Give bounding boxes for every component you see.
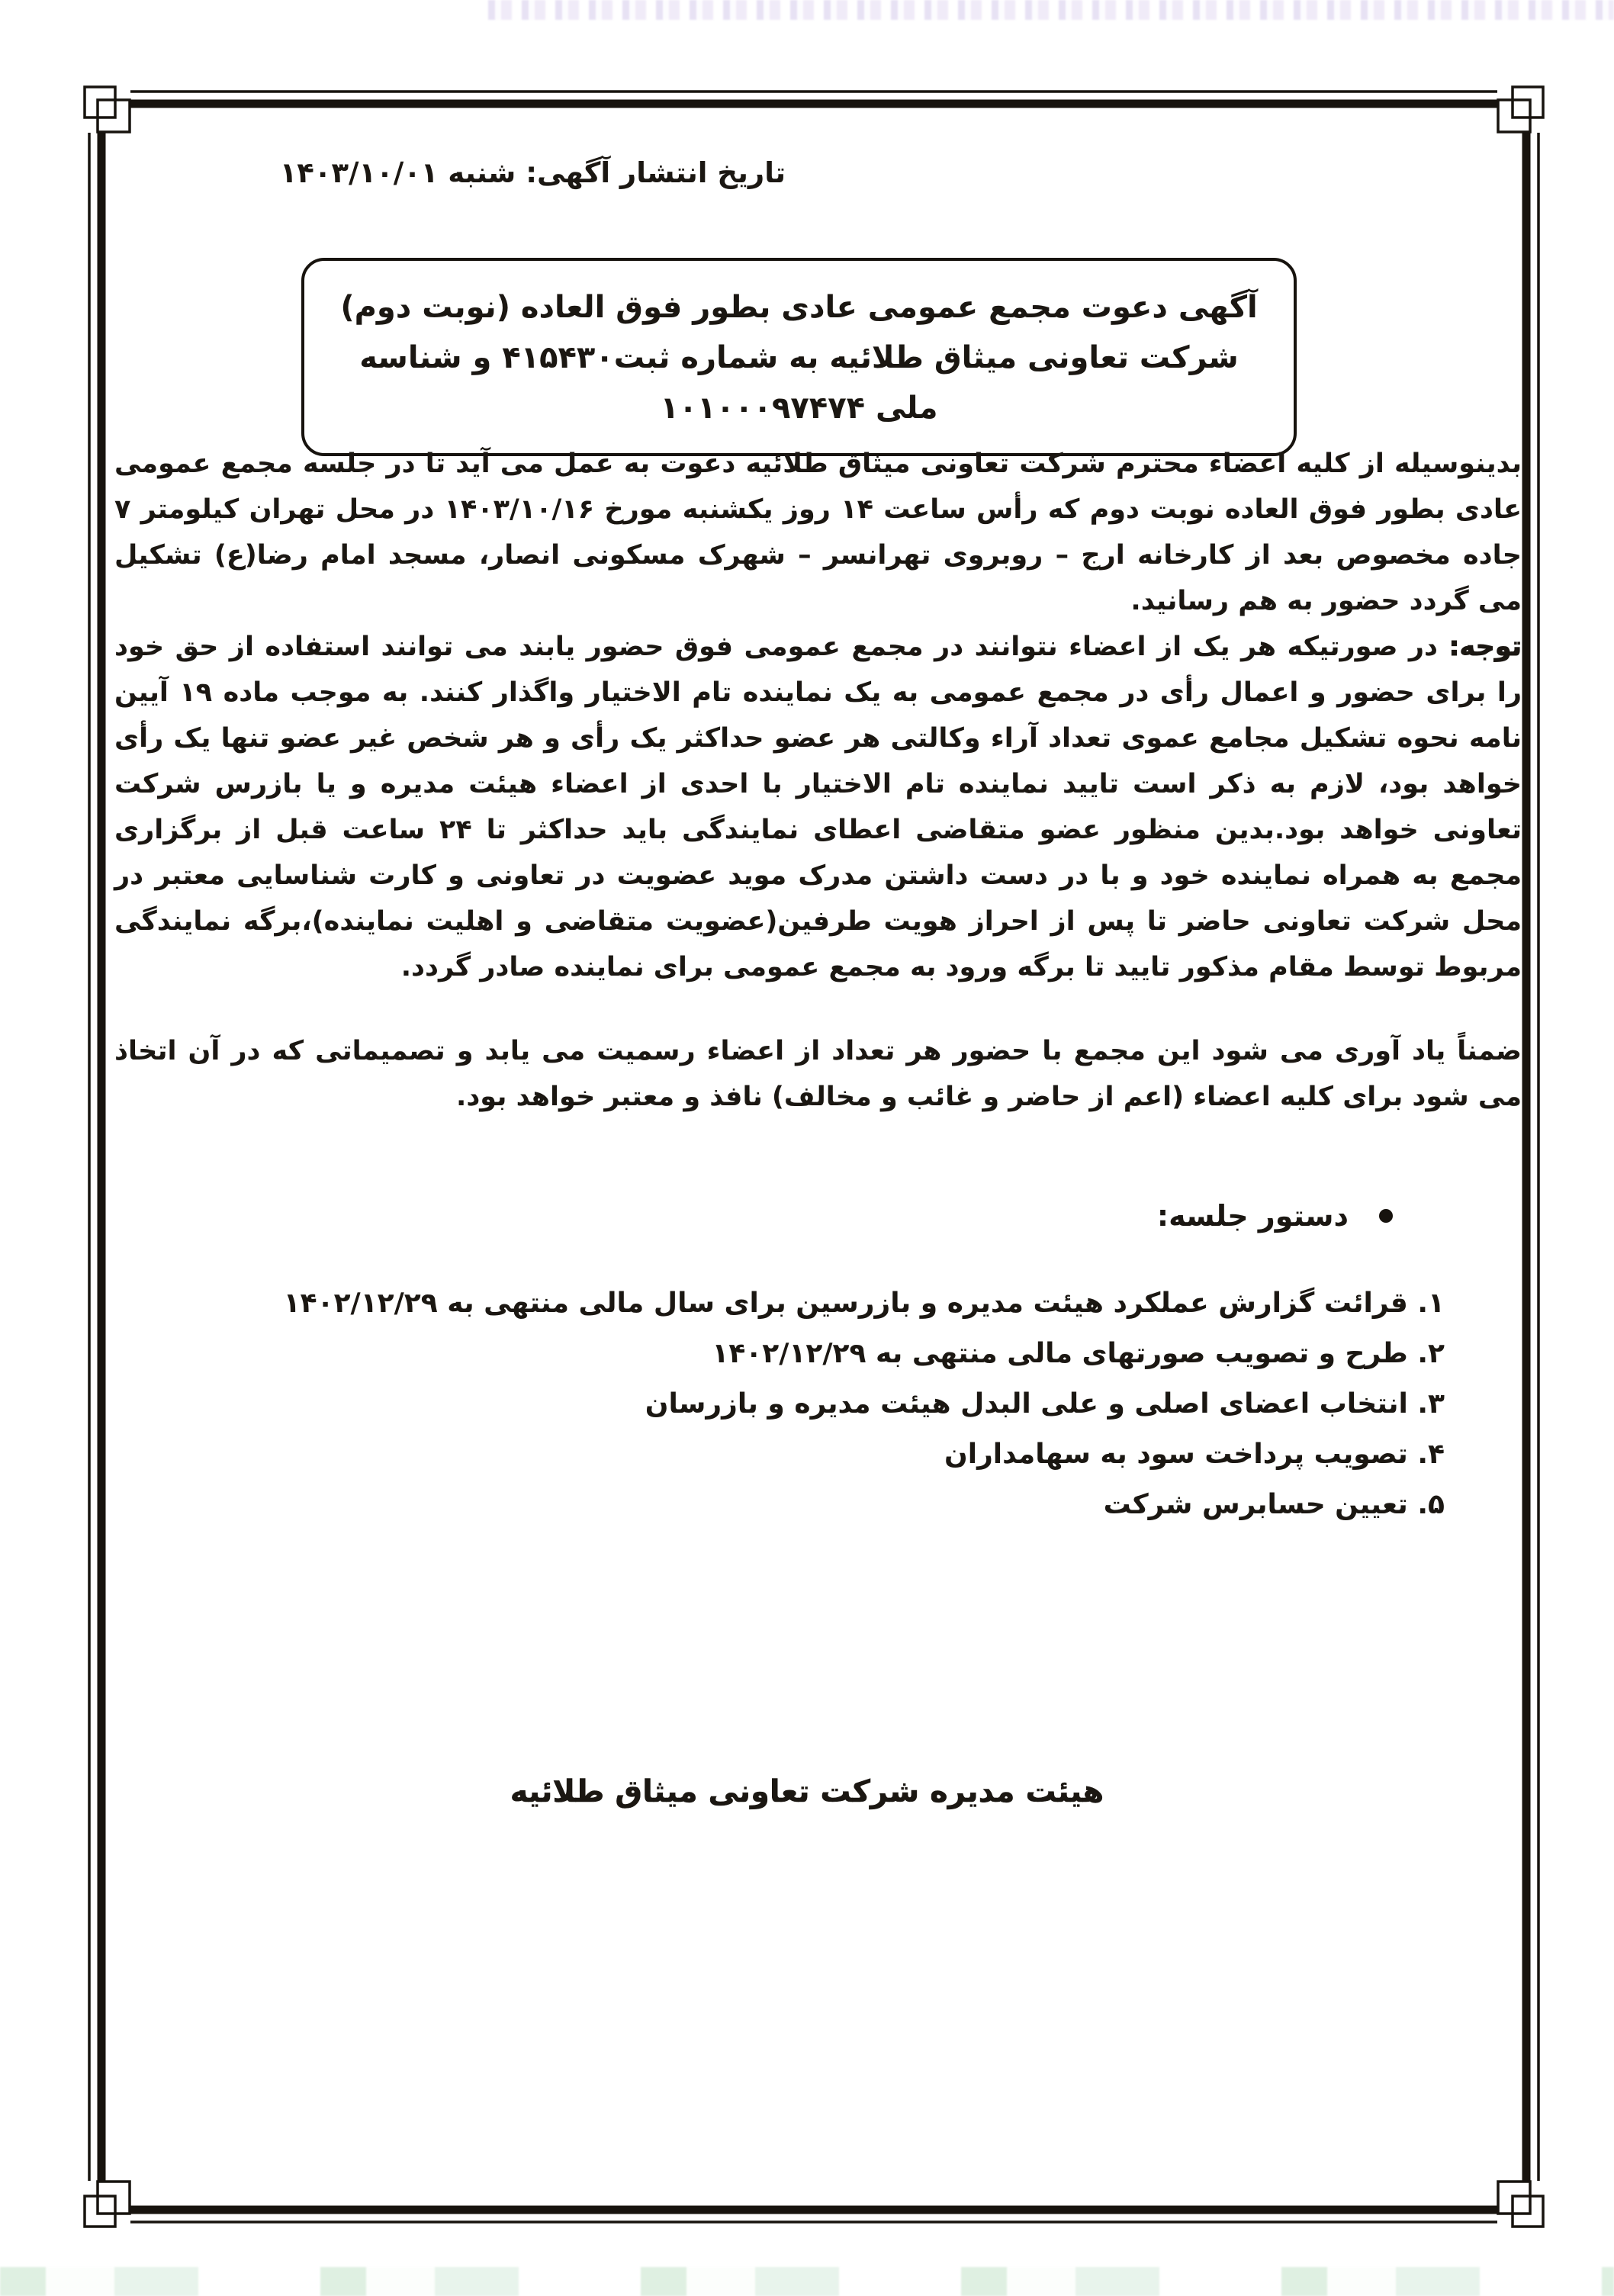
scan-artifact-bottom — [0, 2267, 1614, 2296]
reminder-paragraph: ضمناً یاد آوری می شود این مجمع با حضور هر تعداد از اعضاء رسمیت می یابد و تصمیماتی که در آن اتخاذ می شود برای کلیه اعضاء (اعم از حاضر و غائب و مخالف) نافذ و معتبر خواهد بود. — [114, 1036, 1522, 1112]
agenda-item-5: ۵. تعیین حسابرس شرکت — [1103, 1489, 1445, 1520]
title-line-2: شرکت تعاونی میثاق طلائیه به شماره ثبت۴۱۵۴۳۰ و شناسه ملی ۱۰۱۰۰۰۹۷۴۷۴ — [359, 340, 1239, 426]
notice-paragraph — [114, 624, 1522, 990]
title-line-1: آگهی دعوت مجمع عمومی عادی بطور فوق العاده (نوبت دوم) — [340, 290, 1258, 325]
agenda-item-1: ۱. قرائت گزارش عملکرد هیئت مدیره و بازرسین برای سال مالی منتهی به ۱۴۰۲/۱۲/۲۹ — [283, 1288, 1445, 1319]
agenda-item-3: ۳. انتخاب اعضای اصلی و علی البدل هیئت مدیره و بازرسان — [645, 1388, 1445, 1420]
invitation-paragraph: بدینوسیله از کلیه اعضاء محترم شرکت تعاونی میثاق طلائیه دعوت به عمل می آید تا در جلسه مجمع عمومی عادی بطور فوق العاده نوبت دوم که رأس ساعت ۱۴ روز یکشنبه مورخ ۱۴۰۳/۱۰/۱۶ در محل تهران کیلومتر ۷ جاده مخصوص بعد از کارخانه ارج – روبروی تهرانسر – شهرک مسکونی انصار، مسجد امام رضا(ع) تشکیل می گردد حضور به هم رسانید. — [114, 449, 1522, 616]
publish-date-line: تاریخ انتشار آگهی: شنبه ۱۴۰۳/۱۰/۰۱ — [279, 156, 786, 189]
agenda-heading — [1157, 1199, 1393, 1233]
signature-line: هیئت مدیره شرکت تعاونی میثاق طلائیه — [510, 1774, 1104, 1809]
agenda-list — [283, 1278, 1445, 1530]
title-box — [301, 258, 1297, 456]
bullet-icon — [1379, 1209, 1393, 1223]
scan-artifact-top — [488, 0, 1614, 20]
agenda-item-4: ۴. تصویب پرداخت سود به سهامداران — [944, 1439, 1445, 1470]
agenda-item-2: ۲. طرح و تصویب صورتهای مالی منتهی به ۱۴۰۲/۱۲/۲۹ — [712, 1338, 1445, 1369]
agenda-heading-label: دستور جلسه: — [1156, 1199, 1349, 1233]
notice-body-text: در صورتیکه هر یک از اعضاء نتوانند در مجمع عمومی فوق حضور یابند می توانند استفاده از حق خود را برای حضور و اعمال رأی در مجمع عمومی به یک نماینده تام الاختیار واگذار کنند. به موجب ماده ۱۹ آیین نامه نحوه تشکیل مجامع عموی تعداد آراء وکالتی هر عضو حداکثر یک رأی و هر شخص غیر عضو تنها یک رأی خواهد بود، لازم به ذکر است تایید نماینده تام الاختیار با احدی از اعضاء هیئت مدیره و یا بازرس شرکت تعاونی خواهد بود.بدین منظور عضو متقاضی اعطای نمایندگی باید حداکثر تا ۲۴ ساعت قبل از برگزاری مجمع به همراه نماینده خود و با در دست داشتن مدرک موید عضویت در تعاونی و کارت شناسایی معتبر در محل شرکت تعاونی حاضر تا پس از احراز هویت طرفین(عضویت متقاضی و اهلیت نماینده)،برگه نمایندگی مربوط توسط مقام مذکور تایید تا برگه ورود به مجمع عمومی برای نماینده صادر گردد. — [114, 632, 1522, 982]
notice-lead-label: توجه: — [1448, 632, 1522, 662]
